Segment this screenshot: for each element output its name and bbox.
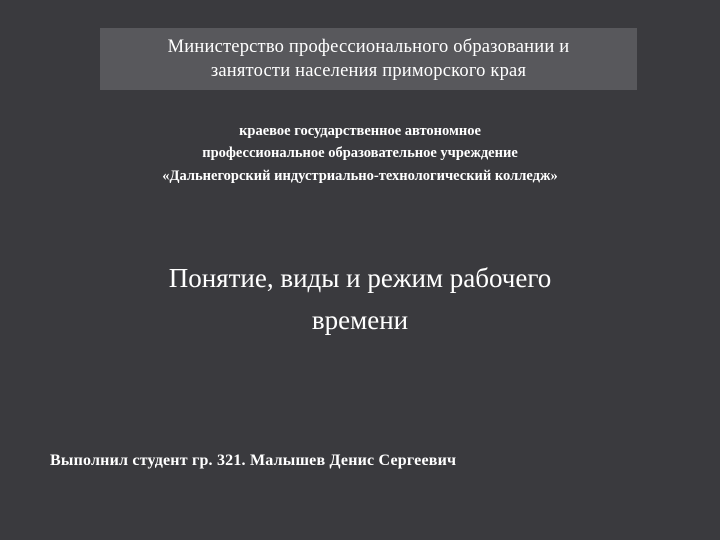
institution-line-1: краевое государственное автономное [239,123,481,139]
ministry-banner-text [100,35,637,84]
institution-line-2: профессиональное образовательное учреждение [202,145,518,162]
ministry-banner-line-2: занятости населения приморского края [210,61,527,81]
page-title [60,258,660,342]
page-title-line-2: времени [311,304,409,335]
institution-block [60,120,660,187]
author-line: Выполнил студент гр. 321. Малышев Денис Сергеевич [50,452,457,469]
ministry-banner [100,28,637,90]
ministry-banner-line-1: Министерство профессионального образовании и [167,36,570,57]
institution-line-3: «Дальнегорский индустриально-технологический колледж» [162,167,558,184]
page-title-line-1: Понятие, виды и режим рабочего [168,263,552,293]
